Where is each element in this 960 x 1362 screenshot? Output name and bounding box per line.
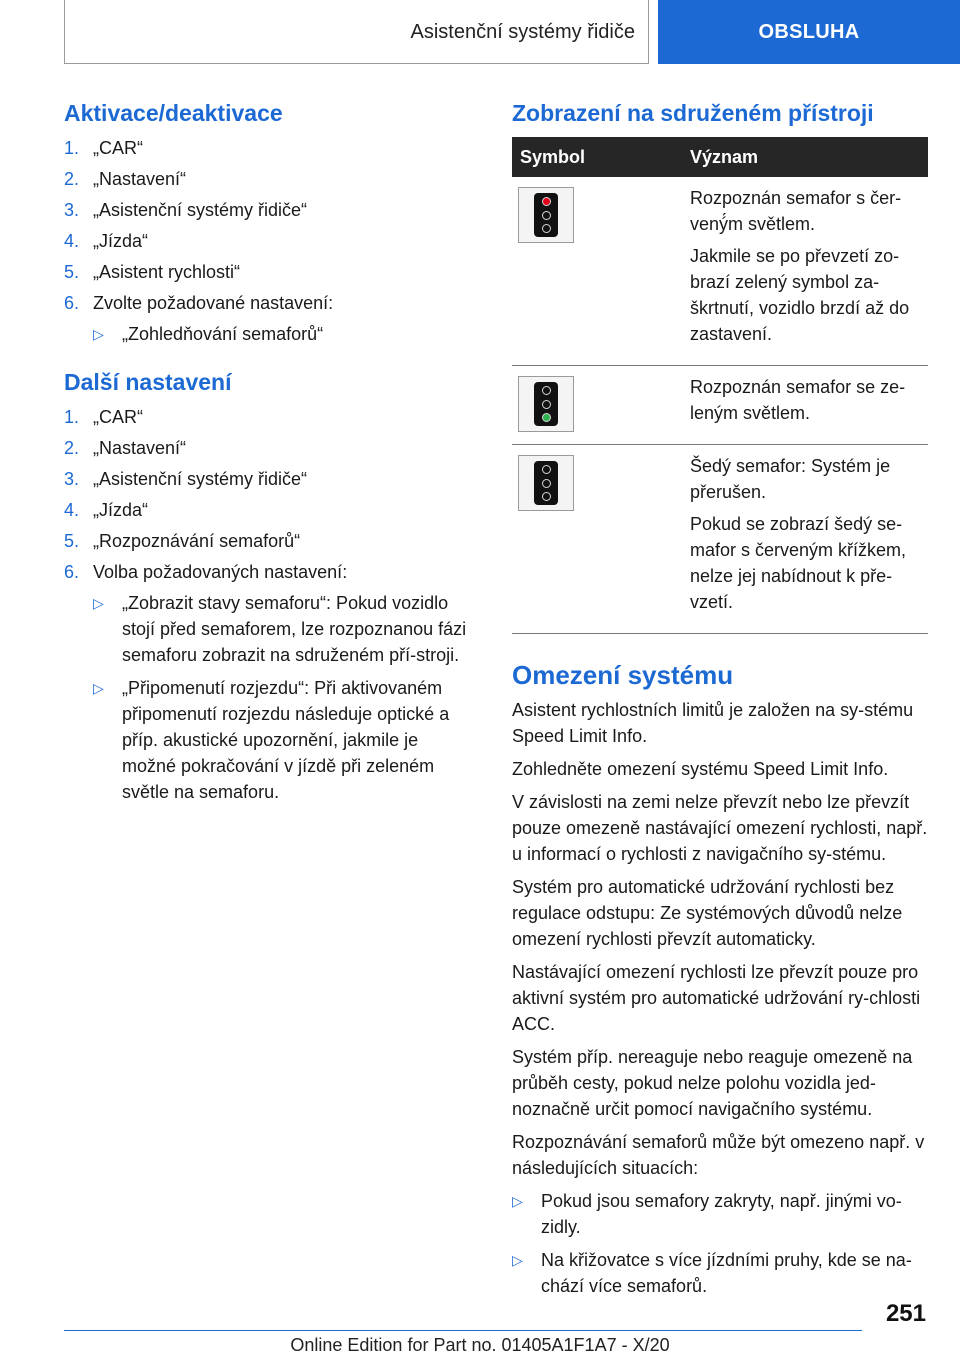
table-row: Rozpoznán semafor s čer-vený́m světlem. Jakmile se po převzetí zo-brazí zelený symbol za-škrtnutí, vozidlo brzdí až do zastavení.: [512, 177, 928, 366]
list-item: 1. „CAR“: [64, 407, 143, 427]
paragraph: Systém příp. nereaguje nebo reaguje omezeně na průběh cesty, pokud nelze polohu vozidla jed-noznačně určit pomocí navigačního systému.: [512, 1047, 913, 1119]
paragraph: Nastávající omezení rychlosti lze převzít pouze pro aktivní systém pro automatické udržování ry-chlosti ACC.: [512, 962, 921, 1034]
section-title: Asistenční systémy řidiče: [410, 20, 635, 43]
list-item: ▷ Pokud jsou semafory zakryty, např. jinými vo-zidly.: [512, 1188, 928, 1240]
chapter-tab[interactable]: OBSLUHA: [658, 0, 960, 64]
triangle-bullet-icon: ▷: [93, 326, 104, 342]
triangle-bullet-icon: ▷: [93, 595, 104, 611]
table-row: Šedý semafor: Systém je přerušen. Pokud se zobrazí šedý se-mafor s červeným křížkem, nelze jej nabídnout k pře-vzetí.: [512, 445, 928, 634]
list-item: 6. Zvolte požadované nastavení:: [64, 293, 334, 313]
meaning-column-header: Význam: [682, 137, 928, 177]
list-item: 5. „Rozpoznávání semaforů“: [64, 531, 301, 551]
footer-edition: Online Edition for Part no. 01405A1F1A7 - X/20: [290, 1335, 670, 1355]
list-item: 2. „Nastavení“: [64, 169, 187, 189]
list-item: ▷ Na křižovatce s více jízdními pruhy, kde se na-chází více semaforů.: [512, 1247, 928, 1299]
list-item: 3. „Asistenční systémy řidiče“: [64, 469, 308, 489]
right-column: [512, 100, 928, 1306]
list-item: 2. „Nastavení“: [64, 438, 187, 458]
list-item: 5. „Asistent rychlosti“: [64, 262, 241, 282]
symbol-column-header: Symbol: [512, 137, 682, 177]
left-column: [64, 100, 474, 812]
table-row: Rozpoznán semafor se ze-leným světlem.: [512, 366, 928, 445]
traffic-light-grey-icon: [518, 455, 574, 511]
limits-bullet-list: [512, 1188, 928, 1299]
triangle-bullet-icon: ▷: [512, 1252, 523, 1268]
limits-heading: Omezení systému: [512, 660, 734, 690]
more-settings-steps: [64, 404, 474, 585]
list-item: 6. Volba požadovaných nastavení:: [64, 562, 348, 582]
sub-list-item: ▷ „Zohledňování semaforů“: [93, 321, 474, 347]
traffic-light-red-icon: [518, 187, 574, 243]
list-item: 3. „Asistenční systémy řidiče“: [64, 200, 308, 220]
activation-heading: Aktivace/deaktivace: [64, 100, 283, 126]
more-settings-heading: Další nastavení: [64, 369, 232, 395]
activation-sub-list: [93, 321, 474, 347]
paragraph: Systém pro automatické udržování rychlosti bez regulace odstupu: Ze systémových důvodů nelze omezení rychlosti převzít automaticky.: [512, 877, 903, 949]
display-heading: Zobrazení na sdruženém přístroji: [512, 100, 874, 126]
symbol-table: [512, 137, 928, 634]
list-item: 1. „CAR“: [64, 138, 143, 158]
page-number: 251: [885, 1300, 926, 1327]
paragraph: Zohledněte omezení systému Speed Limit Info.: [512, 759, 889, 779]
list-item: 4. „Jízda“: [64, 500, 149, 520]
triangle-bullet-icon: ▷: [512, 1193, 523, 1209]
traffic-light-green-icon: [518, 376, 574, 432]
triangle-bullet-icon: ▷: [93, 680, 104, 696]
sub-list-item: ▷ „Připomenutí rozjezdu“: Při aktivovaném připomenutí rozjezdu následuje optické a příp. akustické upozornění, jakmile je možné pokračování v jízdě při zeleném světle na semaforu.: [93, 675, 474, 805]
paragraph: V závislosti na zemi nelze převzít nebo lze převzít pouze omezeně nastávající omezení rychlosti, např. u informací o rychlosti z navigačního sy-stému.: [512, 792, 928, 864]
paragraph: Rozpoznávání semaforů může být omezeno např. v následujících situacích:: [512, 1132, 925, 1178]
paragraph: Asistent rychlostních limitů je založen na sy-stému Speed Limit Info.: [512, 700, 914, 746]
more-settings-sub-list: [93, 590, 474, 805]
sub-list-item: ▷ „Zobrazit stavy semaforu“: Pokud vozidlo stojí před semaforem, lze rozpoznanou fázi semaforu zobrazit na sdruženém pří-stroji.: [93, 590, 474, 668]
activation-steps: [64, 135, 474, 316]
list-item: 4. „Jízda“: [64, 231, 149, 251]
